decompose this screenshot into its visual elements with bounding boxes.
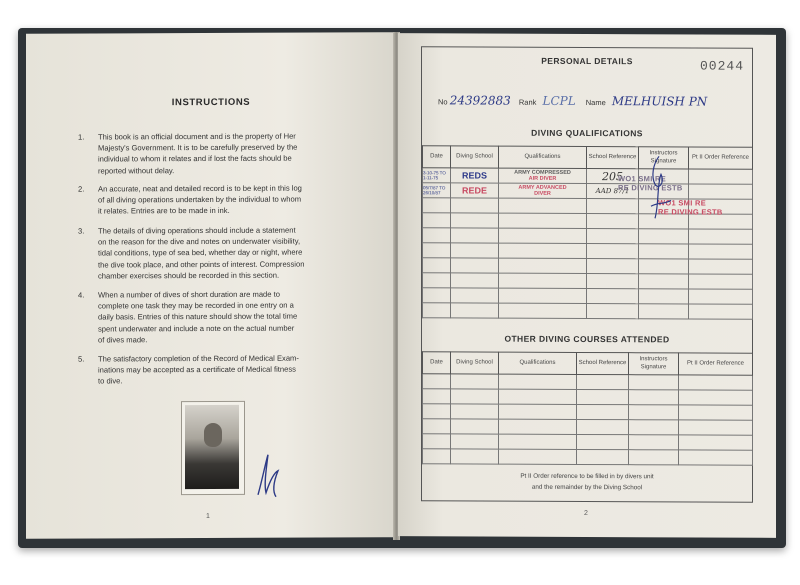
name-value: MELHUISH PN	[611, 94, 708, 109]
instruction-line: to dive.	[98, 376, 123, 386]
column-header: School Reference	[577, 352, 629, 374]
column-header: Pt II Order Reference	[679, 353, 753, 375]
left-page	[26, 32, 396, 539]
instruction-number: 4.	[78, 290, 85, 300]
table-cell	[587, 288, 639, 303]
table-row	[423, 243, 753, 259]
table-cell	[639, 229, 689, 244]
table-row	[423, 389, 753, 405]
signature-left	[254, 451, 282, 501]
table-cell	[629, 390, 679, 405]
table-cell	[689, 169, 753, 184]
instruction-number: 1.	[78, 132, 85, 142]
rank-value: LCPL	[542, 93, 576, 108]
table-row	[423, 374, 753, 390]
instruction-line: complete one task they may be recorded in one entry on a	[98, 300, 294, 311]
instruction-number: 2.	[78, 184, 85, 194]
table-row	[423, 419, 753, 435]
table-cell	[679, 420, 753, 435]
table-cell	[451, 288, 499, 303]
table-row	[423, 273, 753, 289]
table-cell	[499, 303, 587, 318]
table-cell	[499, 419, 577, 434]
table-cell	[499, 168, 587, 183]
instructions-heading: INSTRUCTIONS	[171, 96, 251, 109]
table-cell	[451, 449, 499, 464]
table-cell	[499, 228, 587, 243]
table-cell	[639, 259, 689, 274]
stamp-text-2a: WO1 SMI RE	[658, 198, 707, 208]
table-cell	[587, 228, 639, 243]
other-courses-table	[422, 351, 753, 465]
table-cell: REDE	[451, 183, 499, 198]
instruction-number: 3.	[78, 226, 85, 236]
table-cell: 05/7/87 TO 26/10/87	[423, 183, 451, 198]
rank-label: Rank	[518, 97, 537, 107]
table-cell	[639, 244, 689, 259]
table-cell: AAD 87/1	[587, 183, 639, 198]
table-cell	[423, 288, 451, 303]
table-cell	[499, 389, 577, 404]
instruction-line: This book is an official document and is the property of Her	[98, 131, 296, 142]
table-cell	[577, 434, 629, 449]
table-cell	[629, 435, 679, 450]
table-cell	[689, 289, 753, 304]
instruction-line: chamber exercises should be recorded in this section.	[98, 270, 280, 281]
table-cell	[577, 449, 629, 464]
footnote-line-1: Pt II Order reference to be filled in by divers unit	[520, 472, 654, 481]
instructor-signature	[645, 154, 675, 224]
table-cell	[587, 258, 639, 273]
table-cell	[451, 258, 499, 273]
table-cell	[423, 258, 451, 273]
passport-photo	[181, 401, 245, 495]
table-cell	[639, 289, 689, 304]
table-cell	[423, 228, 451, 243]
table-row	[423, 168, 753, 184]
column-header: Qualifications	[499, 352, 577, 374]
qualification-line: AIR DIVER	[528, 175, 557, 182]
table-cell	[451, 198, 499, 213]
table-cell	[499, 434, 577, 449]
serial-number: 00244	[699, 58, 744, 74]
table-cell: 205	[587, 168, 639, 183]
table-cell	[499, 183, 587, 198]
table-cell	[423, 273, 451, 288]
table-cell	[587, 273, 639, 288]
table-cell	[577, 389, 629, 404]
table-cell	[679, 450, 753, 465]
table-cell	[451, 389, 499, 404]
table-cell	[639, 304, 689, 319]
table-cell	[689, 229, 753, 244]
instruction-line: on the reason for the dive and notes on underwater visibility,	[98, 236, 301, 247]
table-row	[423, 258, 753, 274]
name-label: Name	[585, 97, 606, 108]
table-cell	[679, 405, 753, 420]
instruction-number: 5.	[78, 354, 85, 364]
qualifications-table	[422, 145, 753, 319]
table-cell	[423, 213, 451, 228]
table-cell	[423, 389, 451, 404]
table-cell	[689, 244, 753, 259]
instruction-item	[78, 352, 360, 387]
table-cell	[499, 288, 587, 303]
column-header: Qualifications	[499, 146, 587, 168]
instruction-line: inations may be accepted as a certificate of Medical fitness	[98, 364, 296, 375]
column-header: Diving School	[451, 352, 499, 374]
table-cell	[451, 303, 499, 318]
table-cell	[451, 228, 499, 243]
table-cell	[451, 213, 499, 228]
column-header: Date	[423, 146, 451, 168]
table-cell	[679, 435, 753, 450]
footnote-line-2: and the remainder by the Diving School	[531, 483, 643, 492]
personal-details-frame	[421, 46, 753, 502]
instruction-line: tidal conditions, type of sea bed, whether day or night, where	[98, 248, 303, 258]
table-cell	[639, 274, 689, 289]
table-cell	[423, 434, 451, 449]
table-cell	[451, 434, 499, 449]
right-page	[398, 33, 776, 538]
qualification-line: ARMY ADVANCED	[518, 184, 567, 191]
table-cell	[499, 198, 587, 213]
table-cell	[451, 374, 499, 389]
table-cell	[451, 273, 499, 288]
stamp-text-1b: RE DIVING ESTB	[618, 183, 683, 193]
table-cell	[587, 198, 639, 213]
table-row	[423, 288, 753, 304]
instruction-line: The details of diving operations should include a statement	[98, 225, 296, 236]
table-cell	[679, 390, 753, 405]
table-cell	[689, 274, 753, 289]
table-cell	[679, 375, 753, 390]
instruction-line: the dive took place, and other points of interest. Compression	[98, 259, 305, 270]
table-cell	[689, 184, 753, 199]
instruction-line: The satisfactory completion of the Record of Medical Exam-	[98, 353, 299, 364]
table-cell	[499, 243, 587, 258]
table-cell	[577, 374, 629, 389]
table-cell	[423, 419, 451, 434]
instruction-line: daily basis. Entries of this nature should show the total time	[98, 312, 298, 322]
table-row	[423, 449, 753, 465]
table-row	[423, 183, 753, 199]
personal-details-line	[438, 93, 707, 108]
instruction-line: Majesty's Government. It is to be carefully preserved by the	[98, 142, 298, 153]
table-row	[423, 434, 753, 450]
instruction-item	[78, 130, 360, 176]
table-cell: 3-10-75 TO 1-11-75	[423, 168, 451, 183]
column-header: Date	[423, 352, 451, 374]
table-cell	[577, 404, 629, 419]
column-header: School Reference	[587, 146, 639, 168]
instruction-line: When a number of dives of short duration are made to	[98, 289, 280, 300]
instruction-item	[78, 182, 360, 217]
table-cell	[423, 449, 451, 464]
table-cell	[629, 420, 679, 435]
table-cell	[499, 449, 577, 464]
table-cell	[451, 243, 499, 258]
photo-image	[185, 405, 239, 489]
instruction-line: of all diving operations undertaken by the individual to whom	[98, 194, 302, 205]
table-cell	[423, 303, 451, 318]
table-cell	[577, 419, 629, 434]
table-cell	[423, 404, 451, 419]
table-row	[423, 228, 753, 244]
instruction-item	[78, 288, 360, 345]
stamp-text-2b: RE DIVING ESTB	[658, 207, 723, 217]
stamp-text-1a: WO1 SMI RE	[618, 174, 667, 184]
table-cell	[689, 304, 753, 319]
instruction-line: spent underwater and include a note on the actual number	[98, 323, 295, 334]
instruction-line: An accurate, neat and detailed record is to be kept in this log	[98, 183, 302, 194]
table-cell	[587, 213, 639, 228]
table-cell	[689, 259, 753, 274]
personal-details-heading: PERSONAL DETAILS	[541, 55, 633, 67]
table-cell	[423, 243, 451, 258]
page-number-left: 1	[206, 513, 210, 521]
table-cell	[451, 404, 499, 419]
table-cell	[423, 198, 451, 213]
qualification-line: DIVER	[534, 190, 551, 197]
table-cell	[587, 303, 639, 318]
table-cell	[499, 404, 577, 419]
instruction-line: individual to whom it relates and if lost the facts should be	[98, 154, 292, 164]
table-row	[423, 303, 753, 319]
footnote	[422, 470, 752, 493]
table-cell	[499, 374, 577, 389]
instruction-line: reported without delay.	[98, 165, 175, 176]
table-cell: REDS	[451, 168, 499, 183]
table-cell	[499, 258, 587, 273]
column-header: Instructors Signature	[639, 147, 689, 169]
table-cell	[423, 374, 451, 389]
instruction-item	[78, 224, 360, 281]
instruction-line: it relates. Entries are to be made in ink.	[98, 206, 230, 216]
table-cell	[499, 213, 587, 228]
table-cell	[499, 273, 587, 288]
other-courses-heading: OTHER DIVING COURSES ATTENDED	[504, 333, 670, 345]
table-cell	[629, 375, 679, 390]
table-cell	[451, 419, 499, 434]
table-row	[423, 404, 753, 420]
column-header: Diving School	[451, 146, 499, 168]
table-cell	[629, 450, 679, 465]
column-header: Pt II Order Reference	[689, 147, 753, 169]
qualification-line: ARMY COMPRESSED	[514, 169, 571, 176]
diving-qualifications-heading: DIVING QUALIFICATIONS	[531, 127, 643, 139]
service-number: 24392883	[449, 93, 511, 108]
table-cell	[629, 405, 679, 420]
table-cell	[587, 243, 639, 258]
page-number-right: 2	[584, 509, 588, 518]
no-label: No	[438, 97, 448, 107]
instruction-line: of dives made.	[98, 335, 148, 345]
column-header: Instructors Signature	[629, 353, 679, 375]
